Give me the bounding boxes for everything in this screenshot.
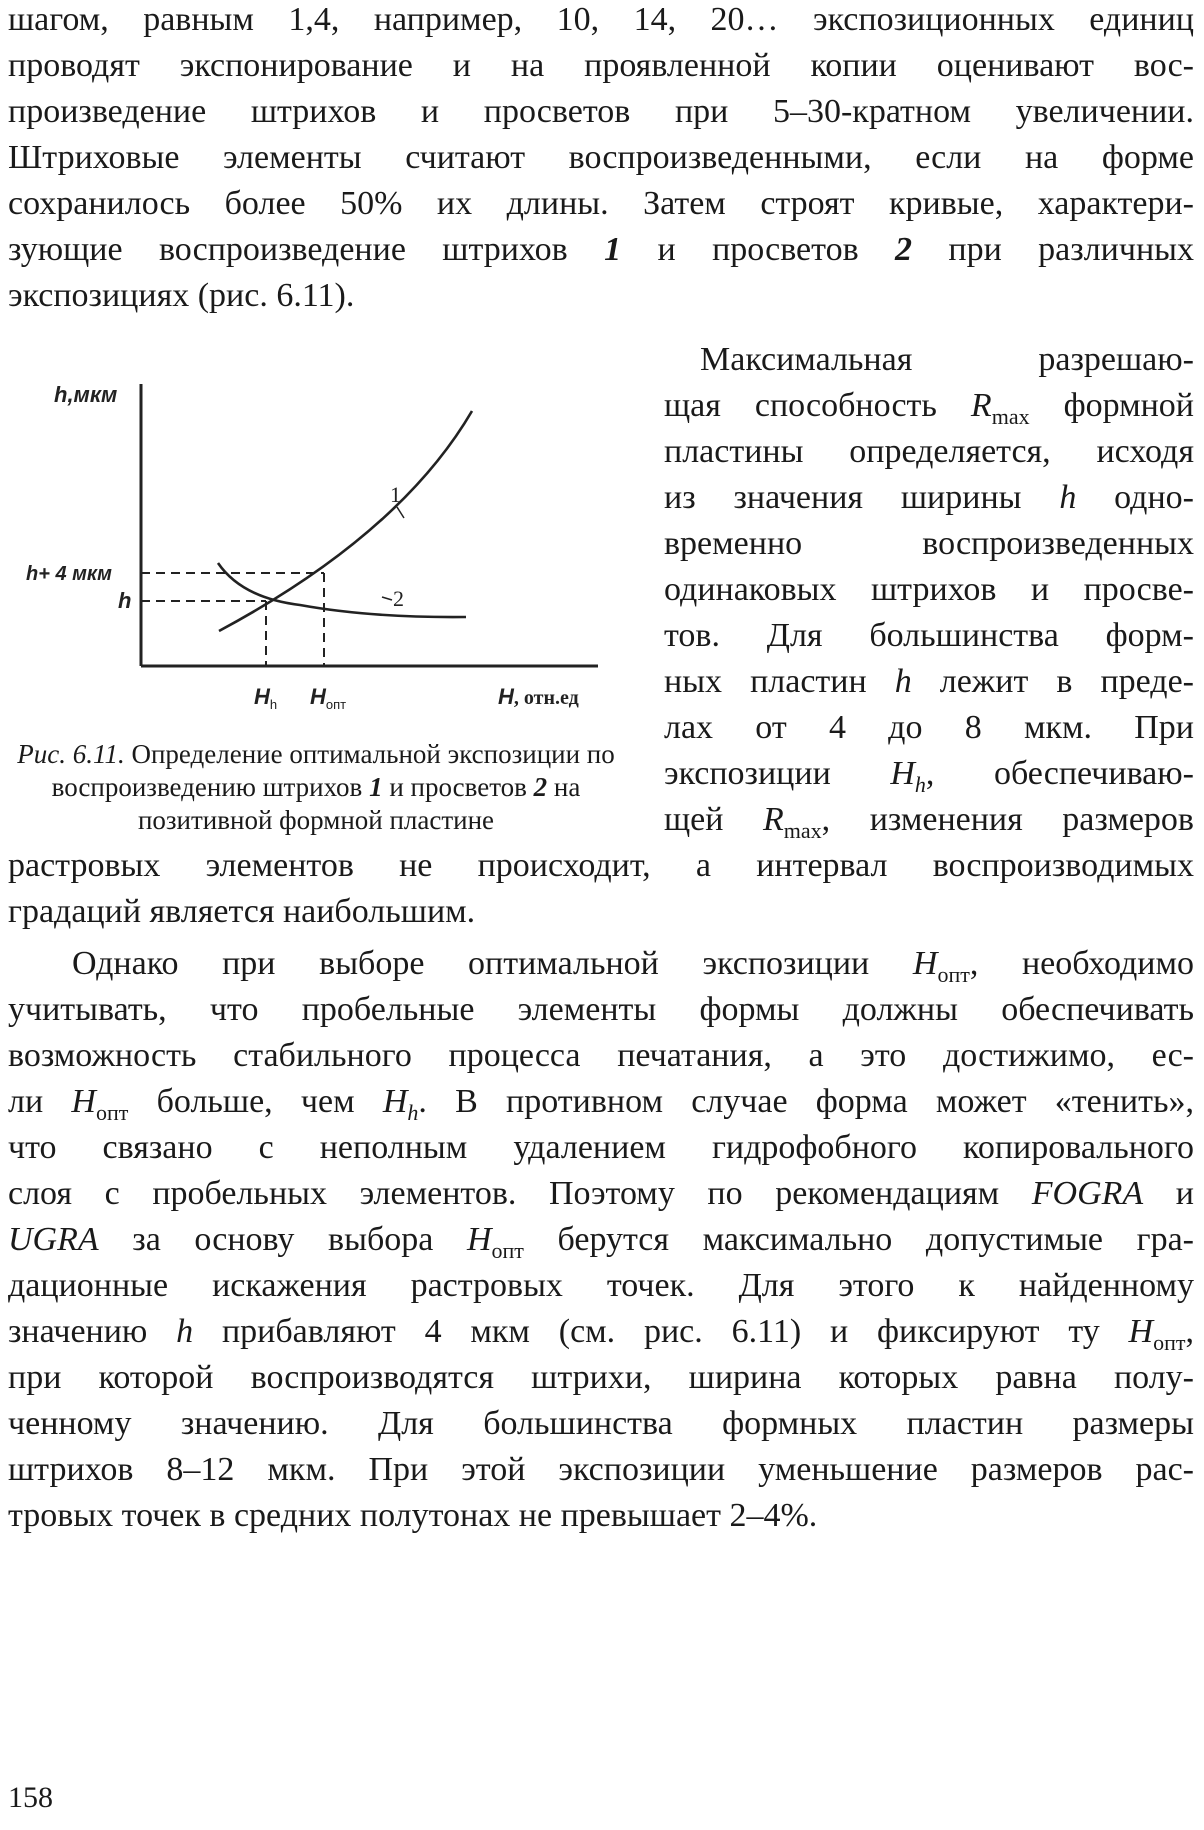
y-axis-label: h,мкм xyxy=(54,382,118,407)
text-line: шагом, равным 1,4, например, 10, 14, 20… экспозиционных единиц xyxy=(8,1,1194,38)
page-number: 158 xyxy=(8,1781,53,1814)
curve-2-label: 2 xyxy=(393,586,404,611)
text-line: учитывать, что пробельные элементы формы должны обеспечивать xyxy=(8,991,1194,1028)
text-line: градаций является наибольшим. xyxy=(8,893,476,930)
text-line: при которой воспроизводятся штрихи, ширина которых равна полу- xyxy=(8,1359,1194,1396)
curve-2 xyxy=(218,563,466,617)
text-line: одинаковых штрихов и просве- xyxy=(664,571,1194,608)
text-line: произведение штрихов и просветов при 5–30-кратном увеличении. xyxy=(8,93,1194,130)
y-tick-h: h xyxy=(118,588,132,613)
figure-caption: Рис. 6.11. Определение оптимальной экспозиции по воспроизведению штрихов 1 и просветов 2 на позитивной формной пластине xyxy=(17,739,615,835)
figure-6-11 xyxy=(0,366,640,736)
text-line: слоя с пробельных элементов. Поэтому по рекомендациям FOGRA и xyxy=(8,1175,1194,1212)
text-line: сохранилось более 50% их длины. Затем строят кривые, характери- xyxy=(8,185,1194,222)
text-line: щей $R_{max}$, изменения размеров xyxy=(664,801,1194,843)
text-line: штрихов 8–12 мкм. При этой экспозиции уменьшение размеров рас- xyxy=(8,1451,1194,1488)
x-tick-hh: $H_h$ xyxy=(254,684,278,712)
text-line: дационные искажения растровых точек. Для этого к найденному xyxy=(8,1267,1194,1304)
x-tick-hopt: $H_{опт}$ xyxy=(310,684,347,712)
text-line: Однако при выборе оптимальной экспозиции $H_{опт}$, необходимо xyxy=(72,945,1194,987)
text-line: ли $H_{опт}$ больше, чем $H_h$. В противном случае форма может «тенить», xyxy=(8,1083,1194,1125)
text-line: из значения ширины h одно- xyxy=(664,479,1195,516)
curve-1-label: 1 xyxy=(390,482,401,507)
text-line: лах от 4 до 8 мкм. При xyxy=(664,709,1194,746)
text-line: тов. Для большинства форм- xyxy=(664,617,1194,654)
y-tick-h4: h+ 4 мкм xyxy=(26,563,112,585)
text-line: экспозиции $H_h$, обеспечиваю- xyxy=(664,755,1194,797)
text-line: тровых точек в средних полутонах не превышает 2–4%. xyxy=(8,1497,818,1534)
text-line: растровых элементов не происходит, а интервал воспроизводимых xyxy=(8,847,1194,884)
text-line: пластины определяется, исходя xyxy=(664,433,1194,470)
curve-1 xyxy=(219,411,472,631)
text-line: Штриховые элементы считают воспроизведенными, если на форме xyxy=(8,139,1194,176)
text-line: ных пластин h лежит в преде- xyxy=(664,663,1194,700)
curve-1-leader xyxy=(397,507,404,518)
figure-chart xyxy=(0,366,640,736)
text-line: что связано с неполным удалением гидрофобного копировального xyxy=(8,1129,1194,1166)
text-line: зующие воспроизведение штрихов 1 и просветов 2 при различных xyxy=(8,231,1194,268)
text-line: экспозициях (рис. 6.11). xyxy=(8,277,355,314)
curve-2-leader xyxy=(382,597,392,600)
text-line: значению h прибавляют 4 мкм (см. рис. 6.11) и фиксируют ту $H_{опт}$, xyxy=(8,1313,1194,1355)
text-line: Максимальная разрешаю- xyxy=(700,341,1194,378)
text-line: ченному значению. Для большинства формных пластин размеры xyxy=(8,1405,1194,1442)
x-axis-label: H, отн.ед xyxy=(498,684,579,709)
text-line: щая способность $R_{max}$ формной xyxy=(664,387,1195,429)
text-line: временно воспроизведенных xyxy=(664,525,1194,562)
text-line: возможность стабильного процесса печатания, а это достижимо, ес- xyxy=(8,1037,1194,1074)
caption-label: Рис. 6.11. xyxy=(17,739,125,769)
text-line: UGRA за основу выбора $H_{опт}$ берутся максимально допустимые гра- xyxy=(8,1221,1194,1263)
text-line: проводят экспонирование и на проявленной копии оценивают вос- xyxy=(8,47,1194,84)
